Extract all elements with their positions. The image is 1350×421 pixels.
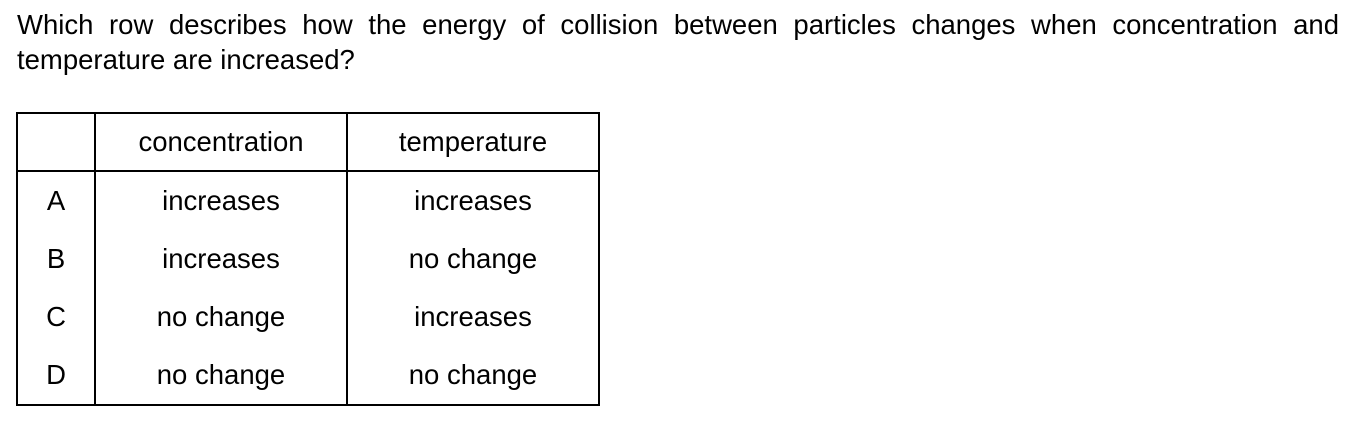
header-empty-cell <box>17 113 95 171</box>
row-letter: C <box>17 288 95 346</box>
temperature-cell: no change <box>347 230 599 288</box>
question-text: Which row describes how the energy of collision between particles changes when concentration and temperature are increased? <box>17 9 1339 75</box>
row-letter: D <box>17 346 95 405</box>
concentration-cell: increases <box>95 171 347 230</box>
table-header-row <box>17 113 599 171</box>
row-letter: B <box>17 230 95 288</box>
table-row <box>17 288 599 346</box>
header-concentration: concentration <box>95 113 347 171</box>
temperature-cell: no change <box>347 346 599 405</box>
table-row <box>17 171 599 230</box>
row-letter: A <box>17 171 95 230</box>
concentration-cell: increases <box>95 230 347 288</box>
answer-options-table <box>16 112 600 406</box>
temperature-cell: increases <box>347 171 599 230</box>
concentration-cell: no change <box>95 346 347 405</box>
table-row <box>17 230 599 288</box>
header-temperature: temperature <box>347 113 599 171</box>
concentration-cell: no change <box>95 288 347 346</box>
table-row <box>17 346 599 405</box>
temperature-cell: increases <box>347 288 599 346</box>
